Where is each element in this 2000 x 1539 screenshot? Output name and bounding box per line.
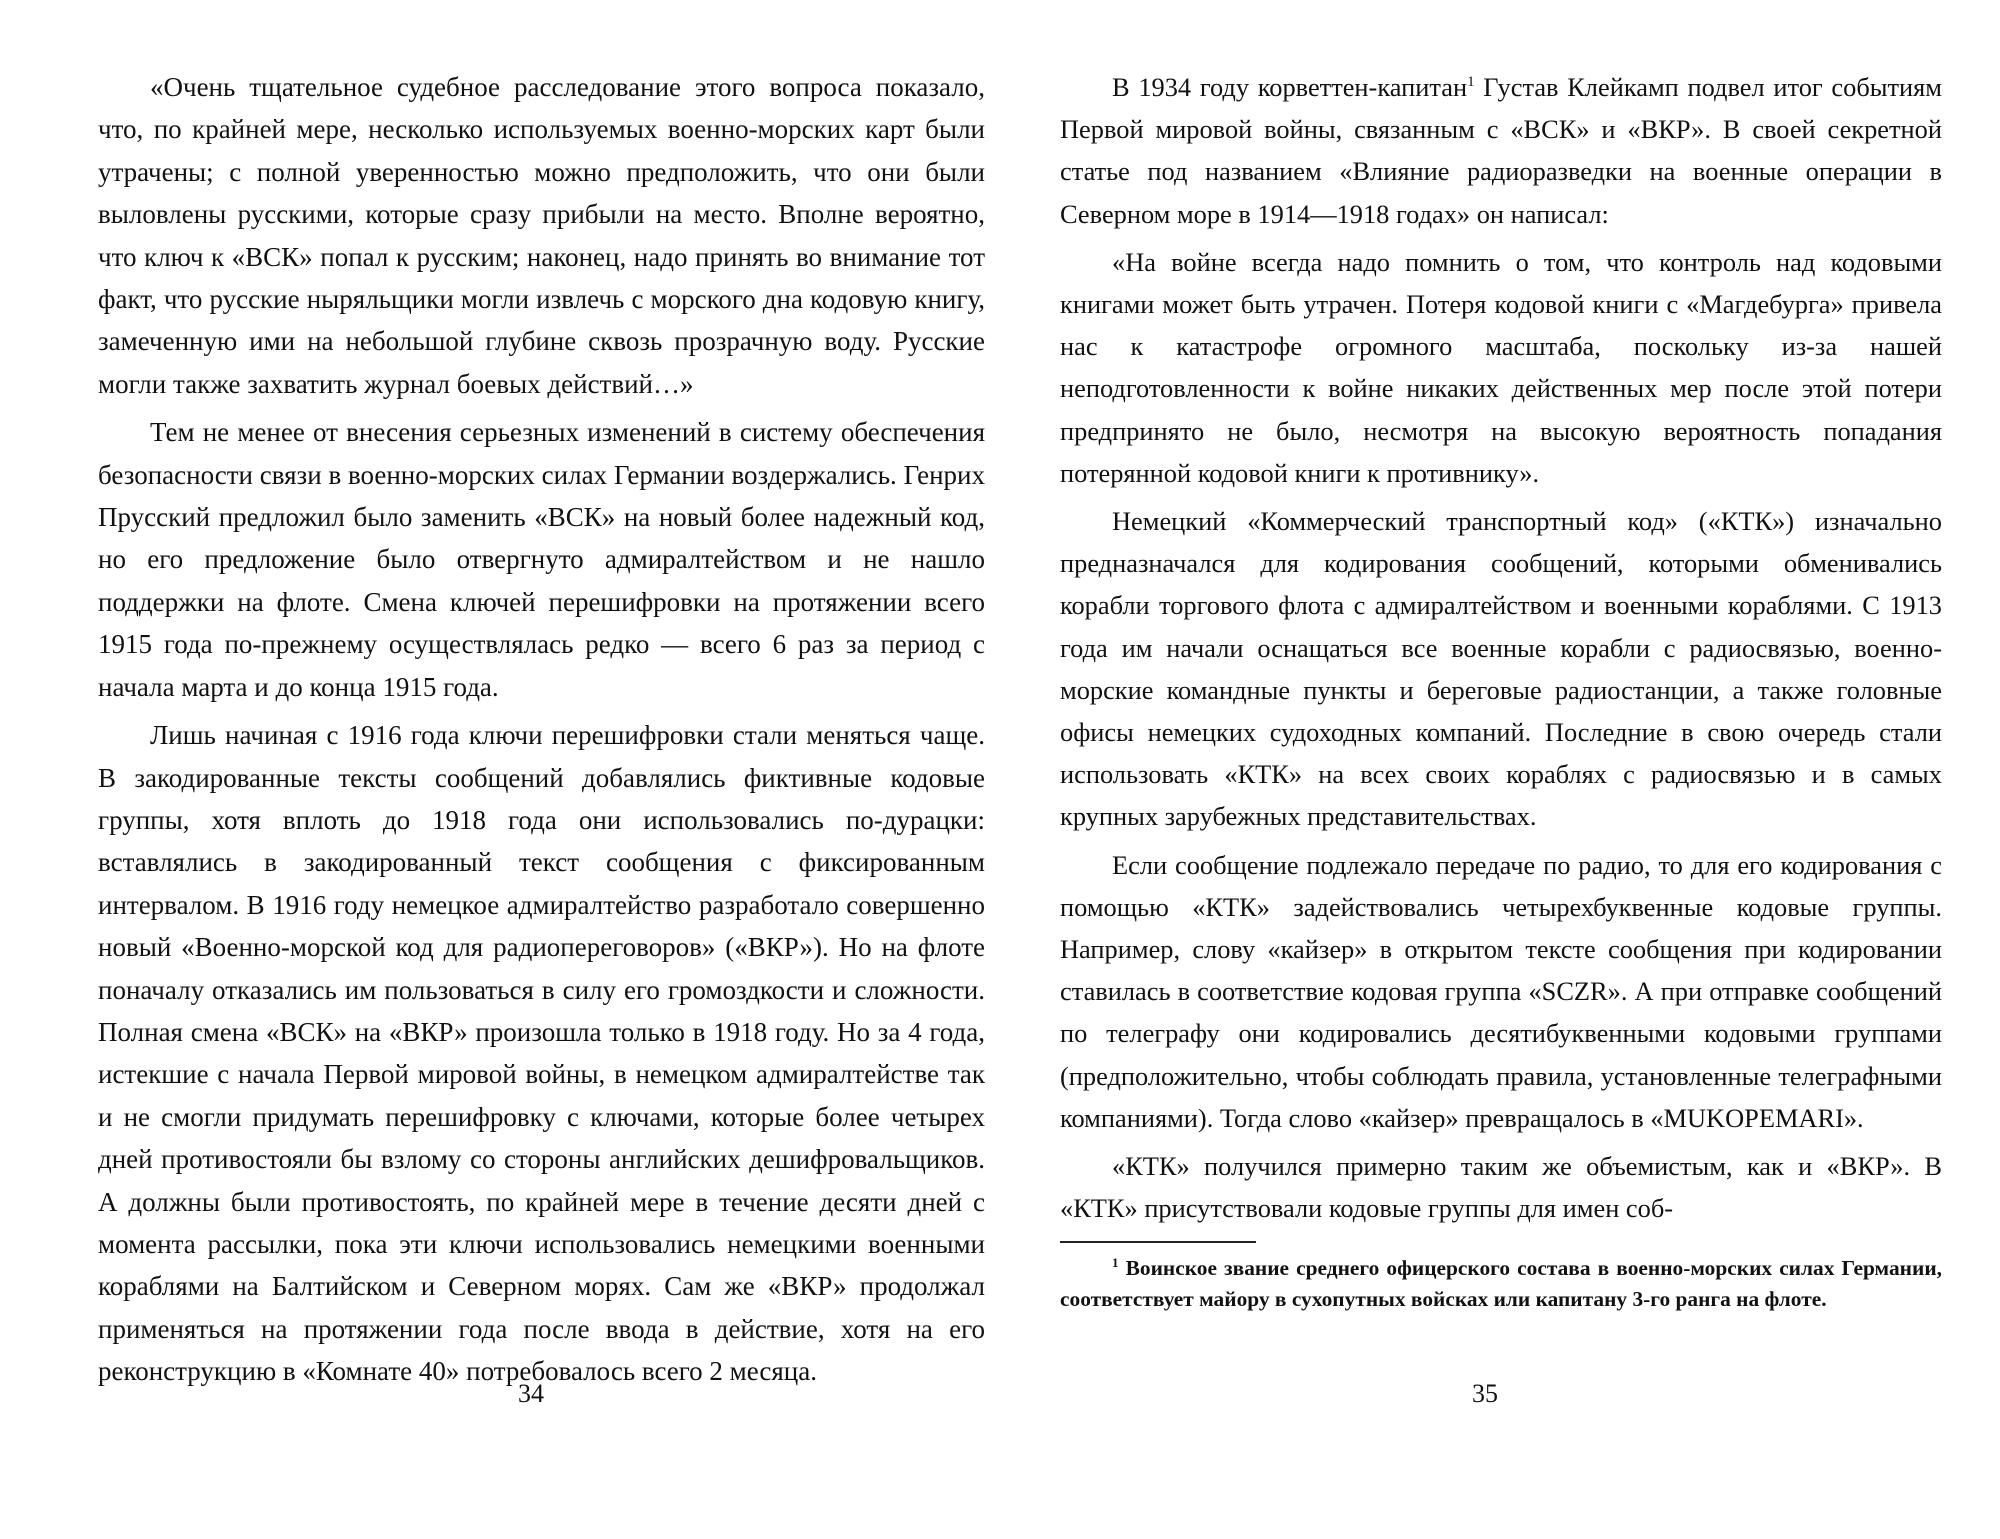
right-paragraph-4: Если сообщение подлежало передаче по радио, то для его кодирования с помощью «КТК» задействовались четырехбуквенные кодовые группы. Например, слову «кайзер» в открытом тексте сообщения при кодировании ставилась в соответствие кодовая группа «SCZR». А при отправке сообщений по телеграфу они кодировались десятибуквенными кодовыми группами (предположительно, чтобы соблюдать правила, установленные телеграфными компаниями). Тогда слово «кайзер» превращалось в «MUKOPEMARI». — [1060, 849, 1942, 1133]
left-paragraph-2: Тем не менее от внесения серьезных изменений в систему обеспечения безопасности связи в военно-морских силах Германии воздержались. Генрих Прусский предложил было заменить «ВСК» на новый более надежный код, но его предложение было отвергнуто адмиралтейством и не нашло поддержки на флоте. Смена ключей перешифровки на протяжении всего 1915 года по-прежнему осуществлялась редко — всего 6 раз за период с начала марта и до конца 1915 года. — [98, 417, 985, 702]
left-paragraph-3: Лишь начиная с 1916 года ключи перешифровки стали меняться чаще. В закодированные тексты сообщений добавлялись фиктивные кодовые группы, хотя вплоть до 1918 года они использовались по-дурацки: вставлялись в закодированный текст сообщения с фиксированным интервалом. В 1916 году немецкое адмиралтейство разработало совершенно новый «Военно-морской код для радиопереговоров» («ВКР»). Но на флоте поначалу отказались им пользоваться в силу его громоздкости и сложности. Полная смена «ВСК» на «ВКР» произошла только в 1918 году. Но за 4 года, истекшие с начала Первой мировой войны, в немецком адмиралтействе так и не смогли придумать перешифровку с ключами, которые более четырех дней противостояли бы взлому со стороны английских дешифровальщиков. А должны были противостоять, по крайней мере в течение десяти дней с момента рассылки, пока эти ключи использовались немецкими военными кораблями на Балтийском и Северном морях. Сам же «ВКР» продолжал применяться на протяжении года после ввода в действие, хотя на его реконструкцию в «Комнате 40» потребовалось всего 2 месяца. — [98, 720, 985, 1387]
right-paragraph-2: «На войне всегда надо помнить о том, что контроль над кодовыми книгами может быть утрачен. Потеря кодовой книги с «Магдебурга» привела нас к катастрофе огромного масштаба, поскольку из-за нашей неподготовленности к войне никаких действенных мер после этой потери предпринято не было, несмотря на высокую вероятность попадания потерянной кодовой книги к противнику». — [1060, 246, 1942, 488]
left-paragraph-1: «Очень тщательное судебное расследование этого вопроса показало, что, по крайней мере, несколько используемых военно-морских карт были утрачены; с полной уверенностью можно предположить, что они были выловлены русскими, которые сразу прибыли на место. Вполне вероятно, что ключ к «ВСК» попал к русским; наконец, надо принять во внимание тот факт, что русские ныряльщики могли извлечь с морского дна кодовую книгу, замеченную ими на небольшой глубине сквозь прозрачную воду. Русские могли также захватить журнал боевых действий…» — [98, 72, 985, 399]
footnote-mark: 1 — [1112, 1255, 1119, 1271]
right-paragraph-1-rest: Густав Клейкамп подвел итог событиям Первой мировой войны, связанным с «ВСК» и «ВКР». В своей секретной статье под названием «Влияние радиоразведки на военные операции в Северном море в 1914—1918 годах» он написал: — [1060, 72, 1942, 229]
footnote-divider — [1060, 1241, 1256, 1243]
right-paragraph-5: «КТК» получился примерно таким же объемистым, как и «ВКР». В «КТК» присутствовали кодовые группы для имен соб- — [1060, 1151, 1942, 1224]
footnote-reference-mark: 1 — [1467, 74, 1475, 91]
right-paragraph-3: Немецкий «Коммерческий транспортный код» («КТК») изначально предназначался для кодирования сообщений, которыми обменивались корабли торгового флота с адмиралтейством и военными кораблями. С 1913 года им начали оснащаться все военные корабли с радиосвязью, военно-морские командные пункты и береговые радиостанции, а также головные офисы немецких судоходных компаний. Последние в свою очередь стали использовать «КТК» на всех своих кораблях с радиосвязью и в самых крупных зарубежных представительствах. — [1060, 506, 1942, 832]
right-page-number: 35 — [1472, 1379, 1498, 1408]
right-paragraph-1-start: В 1934 году корветтен-капитан — [1112, 72, 1468, 102]
right-page — [1060, 66, 1942, 1315]
footnote — [1060, 1253, 1942, 1315]
left-page — [98, 66, 985, 1399]
right-paragraph-1 — [1060, 66, 1942, 235]
footnote-text: Воинское звание среднего офицерского состава в военно-морских силах Германии, соответствует майору в сухопутных войсках или капитану 3-го ранга на флоте. — [1060, 1256, 1942, 1312]
left-page-number: 34 — [518, 1379, 544, 1408]
